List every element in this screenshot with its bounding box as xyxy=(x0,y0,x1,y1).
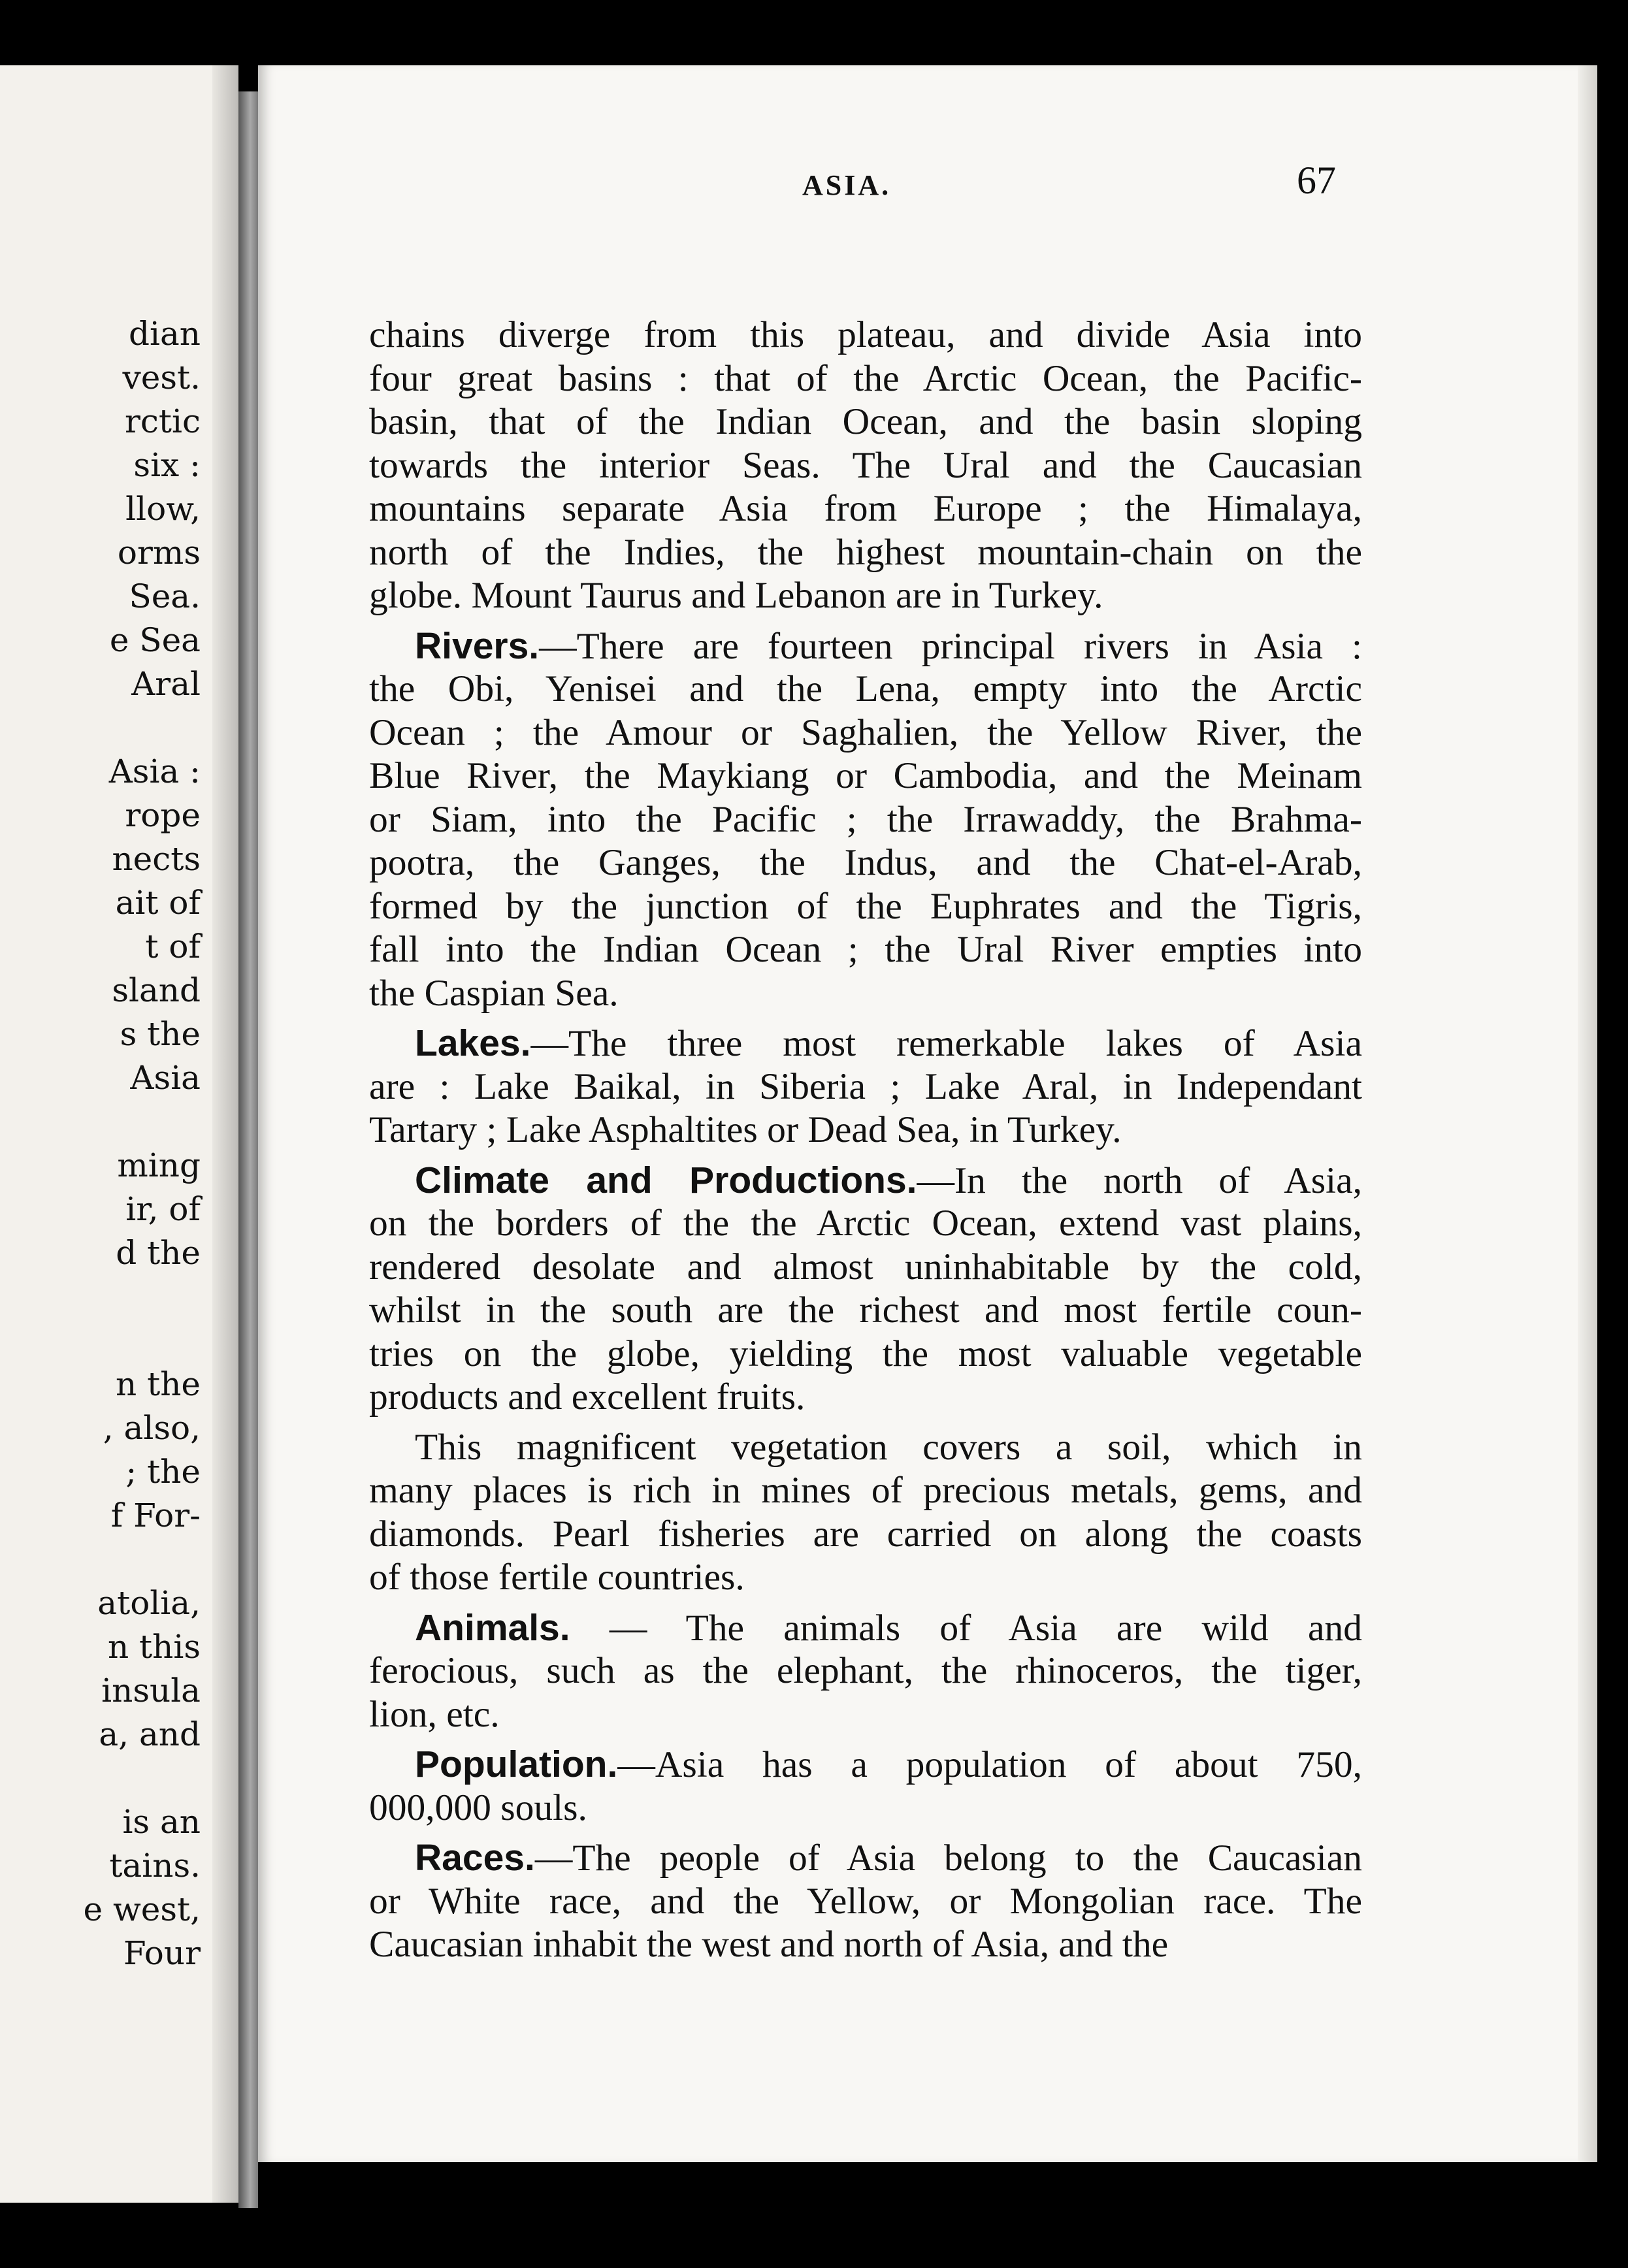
section-heading: Lakes. xyxy=(415,1022,531,1064)
text-line xyxy=(369,1022,1362,1065)
paragraph xyxy=(369,314,1362,618)
text-line: tries on the globe, yielding the most valuable vegetable xyxy=(369,1333,1362,1374)
left-page-line: d the xyxy=(116,1234,201,1272)
left-page-line: s the xyxy=(120,1015,201,1053)
text-line: products and excellent fruits. xyxy=(369,1376,806,1418)
left-page-line: ir, of xyxy=(125,1190,201,1228)
line-text: —The three most remerkable lakes of Asia xyxy=(530,1023,1362,1064)
text-line: of those fertile countries. xyxy=(369,1557,745,1598)
text-line: This magnificent vegetation covers a soil, which in xyxy=(415,1426,1362,1468)
left-page-line: ming xyxy=(117,1146,201,1184)
left-page-line: t of xyxy=(145,928,201,965)
paragraph xyxy=(369,1426,1362,1600)
left-page-edge xyxy=(212,65,238,2203)
line-text: — The animals of Asia are wild and xyxy=(570,1607,1362,1649)
text-line: Blue River, the Maykiang or Cambodia, and the Meinam xyxy=(369,755,1362,796)
left-page-line: is an xyxy=(122,1803,201,1841)
section-heading: Races. xyxy=(415,1837,535,1879)
left-page-line: orms xyxy=(117,534,201,572)
left-page-line: ait of xyxy=(115,884,201,922)
left-page-line xyxy=(0,1757,201,1800)
left-page-line: sland xyxy=(112,971,201,1009)
left-page-line: Asia xyxy=(130,1059,201,1097)
left-page-line: llow, xyxy=(125,490,201,528)
paragraph-gap xyxy=(369,1419,1362,1426)
text-line: many places is rich in mines of precious metals, gems, and xyxy=(369,1470,1362,1511)
left-page-line: six : xyxy=(133,446,201,484)
paragraph xyxy=(369,624,1362,1016)
left-page-line xyxy=(0,706,201,750)
text-line: the Obi, Yenisei and the Lena, empty into the Arctic xyxy=(369,668,1362,709)
left-page xyxy=(0,65,238,2203)
paragraph xyxy=(369,1836,1362,1967)
text-line: 000,000 souls. xyxy=(369,1787,587,1828)
paragraph xyxy=(369,1606,1362,1737)
paragraph-gap xyxy=(369,1015,1362,1022)
line-text: —There are fourteen principal rivers in Asia : xyxy=(539,625,1362,667)
left-page-line xyxy=(0,1100,201,1144)
text-line xyxy=(369,1606,1362,1650)
left-page-line: ; the xyxy=(125,1453,201,1491)
left-page-line: , also, xyxy=(103,1409,201,1447)
text-line: mountains separate Asia from Europe ; the Himalaya, xyxy=(369,488,1362,529)
left-page-line xyxy=(0,1275,201,1319)
paragraph-gap xyxy=(369,1967,1362,1973)
text-line: ferocious, such as the elephant, the rhinoceros, the tiger, xyxy=(369,1650,1362,1691)
text-line: fall into the Indian Ocean ; the Ural River empties into xyxy=(369,929,1362,970)
text-line: are : Lake Baikal, in Siberia ; Lake Aral, in Independant xyxy=(369,1065,1362,1107)
left-page-line: tains. xyxy=(109,1847,201,1885)
text-line: globe. Mount Taurus and Lebanon are in Turkey. xyxy=(369,575,1103,616)
paragraph-gap xyxy=(369,618,1362,624)
left-page-line: f For- xyxy=(110,1497,201,1534)
left-page-line: n the xyxy=(116,1365,201,1403)
left-page-line: Aral xyxy=(131,665,201,703)
left-page-line: a, and xyxy=(99,1715,201,1753)
left-page-line: atolia, xyxy=(97,1584,201,1622)
section-heading: Animals. xyxy=(415,1606,570,1649)
text-line: Ocean ; the Amour or Saghalien, the Yellow River, the xyxy=(369,711,1362,753)
paragraph xyxy=(369,1743,1362,1830)
text-line: Tartary ; Lake Asphaltites or Dead Sea, in Turkey. xyxy=(369,1109,1122,1150)
left-page-line: rctic xyxy=(125,402,201,440)
left-page-line: e west, xyxy=(83,1890,201,1928)
left-page-line: Four xyxy=(123,1934,201,1972)
text-line: Caucasian inhabit the west and north of Asia, and the xyxy=(369,1924,1169,1965)
paragraph-gap xyxy=(369,1600,1362,1606)
paragraph xyxy=(369,1022,1362,1152)
page-body xyxy=(369,314,1362,1973)
text-line: the Caspian Sea. xyxy=(369,972,619,1014)
line-text: —The people of Asia belong to the Caucasian xyxy=(534,1838,1362,1879)
left-page-line: vest. xyxy=(122,359,201,397)
text-line: chains diverge from this plateau, and divide Asia into xyxy=(369,314,1362,355)
line-text: —In the north of Asia, xyxy=(917,1159,1362,1201)
text-line: basin, that of the Indian Ocean, and the basin sloping xyxy=(369,401,1362,442)
paragraph-gap xyxy=(369,1830,1362,1836)
text-line: on the borders of the the Arctic Ocean, extend vast plains, xyxy=(369,1203,1362,1244)
text-line xyxy=(369,624,1362,668)
running-head: ASIA. xyxy=(802,169,892,201)
left-page-line: insula xyxy=(101,1672,201,1709)
text-line: rendered desolate and almost uninhabitable by the cold, xyxy=(369,1246,1362,1288)
left-page-line: e Sea xyxy=(109,621,201,659)
left-page-line: rope xyxy=(125,796,201,834)
left-page-line: dian xyxy=(128,315,201,353)
text-line xyxy=(369,1743,1362,1787)
text-line: formed by the junction of the Euphrates and the Tigris, xyxy=(369,885,1362,927)
text-line: whilst in the south are the richest and most fertile coun- xyxy=(369,1289,1362,1331)
text-line: towards the interior Seas. The Ural and the Caucasian xyxy=(369,444,1362,486)
left-page-line: Sea. xyxy=(129,577,201,615)
text-line: pootra, the Ganges, the Indus, and the Chat-el-Arab, xyxy=(369,842,1362,883)
section-heading: Rivers. xyxy=(415,624,540,667)
line-text: —Asia has a population of about 750, xyxy=(617,1744,1362,1785)
text-line: four great basins : that of the Arctic Ocean, the Pacific- xyxy=(369,357,1362,399)
paragraph-gap xyxy=(369,1736,1362,1743)
paragraph-gap xyxy=(369,1152,1362,1159)
text-line: diamonds. Pearl fisheries are carried on along the coasts xyxy=(369,1513,1362,1555)
left-page-text xyxy=(0,312,201,1975)
section-heading: Climate and Productions. xyxy=(415,1159,917,1201)
left-page-line xyxy=(0,1319,201,1363)
left-page-line xyxy=(0,1538,201,1581)
text-line xyxy=(369,1159,1362,1203)
text-line: or White race, and the Yellow, or Mongolian race. The xyxy=(369,1880,1362,1922)
section-heading: Population. xyxy=(415,1743,618,1785)
book-gutter xyxy=(238,91,258,2208)
page-number: 67 xyxy=(1297,159,1336,202)
text-line: or Siam, into the Pacific ; the Irrawaddy, the Brahma- xyxy=(369,798,1362,840)
left-page-line: Asia : xyxy=(108,753,201,790)
paragraph xyxy=(369,1159,1362,1419)
left-page-line: n this xyxy=(107,1628,201,1666)
right-page-edge xyxy=(1578,65,1597,2162)
text-line: lion, etc. xyxy=(369,1693,500,1735)
text-line xyxy=(369,1836,1362,1880)
left-page-line: nects xyxy=(112,840,201,878)
text-line: north of the Indies, the highest mountain-chain on the xyxy=(369,531,1362,573)
